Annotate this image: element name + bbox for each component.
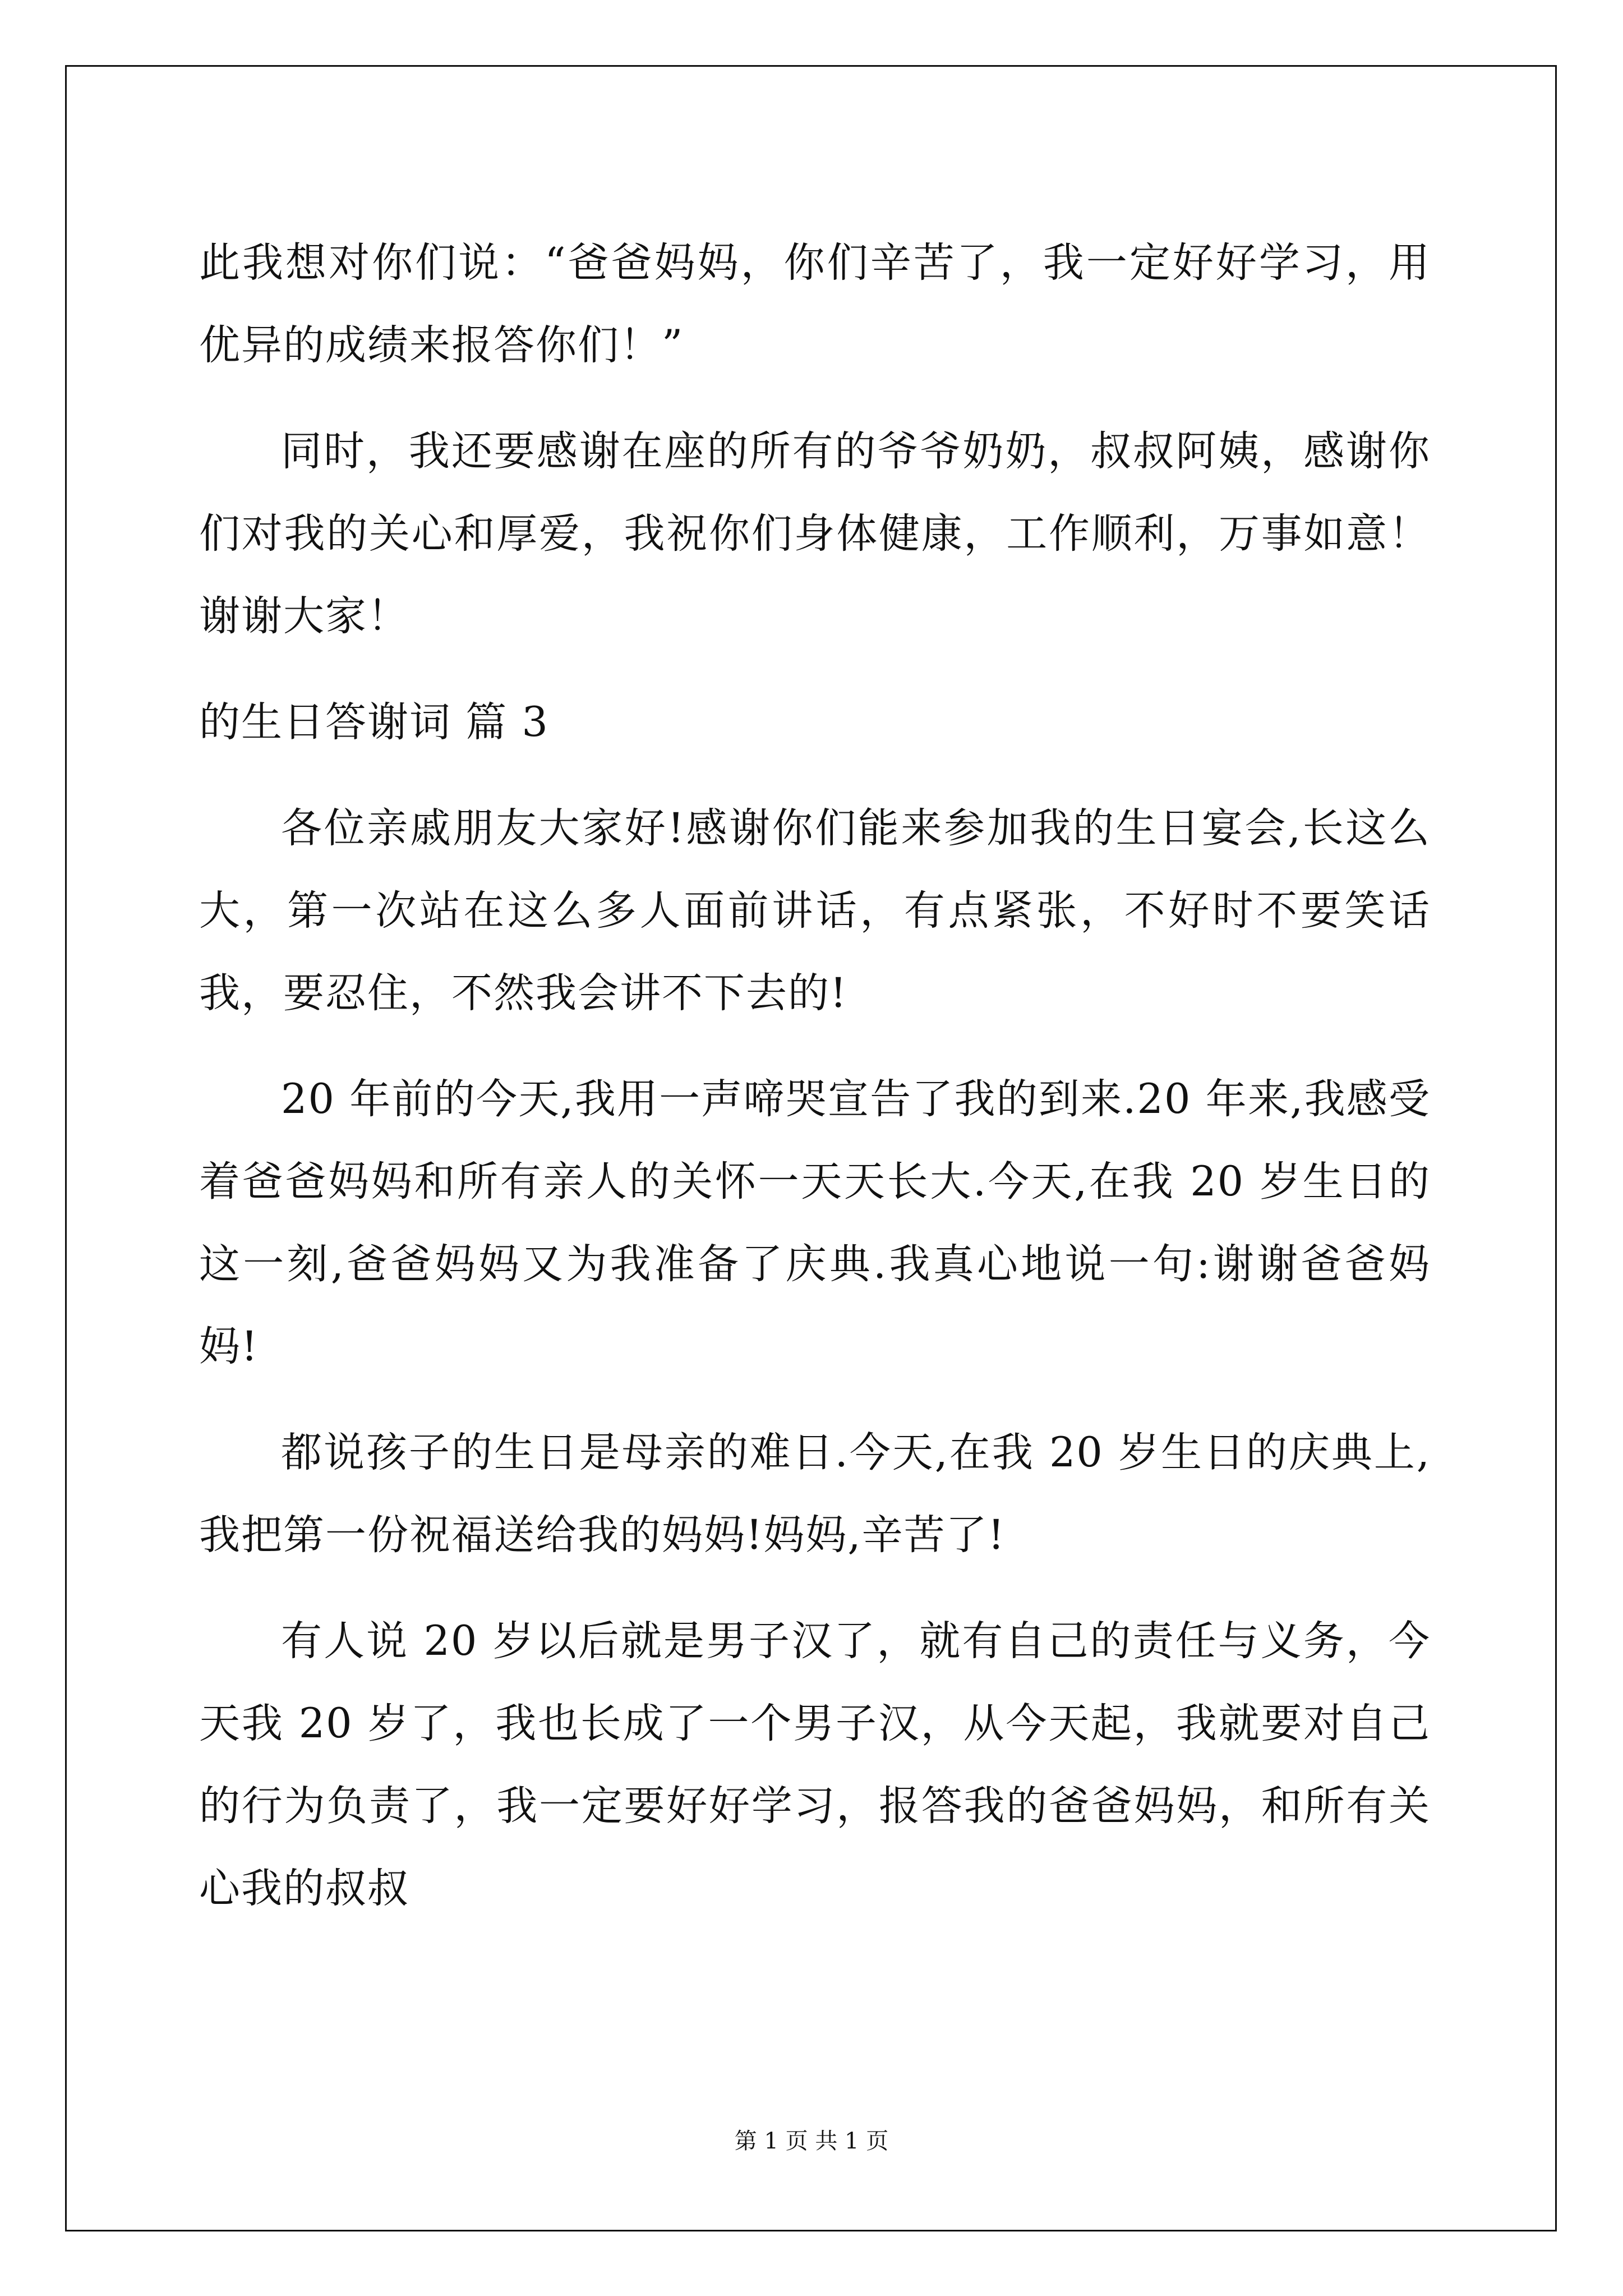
document-body (199, 222, 1431, 1953)
paragraph-5: 都说孩子的生日是母亲的难日.今天,在我 20 岁生日的庆典上,我把第一份祝福送给我的妈妈!妈妈,辛苦了! (199, 1429, 1431, 1559)
paragraph-4: 20 年前的今天,我用一声啼哭宣告了我的到来.20 年来,我感受着爸爸妈妈和所有亲人的关怀一天天长大.今天,在我 20 岁生日的这一刻,爸爸妈妈又为我准备了庆典.我真心地说一句:谢谢爸爸妈妈! (199, 1075, 1431, 1370)
page-number-footer: 第 1 页 共 1 页 (734, 2128, 889, 2154)
paragraph-3: 各位亲戚朋友大家好!感谢你们能来参加我的生日宴会,长这么大，第一次站在这么多人面前讲话，有点紧张，不好时不要笑话我，要忍住，不然我会讲不下去的! (199, 804, 1431, 1017)
paragraph-6: 有人说 20 岁以后就是男子汉了，就有自己的责任与义务，今天我 20 岁了，我也长成了一个男子汉，从今天起，我就要对自己的行为负责了，我一定要好好学习，报答我的爸爸妈妈，和所有关心我的叔叔 (199, 1617, 1431, 1912)
paragraph-1: 此我想对你们说：“爸爸妈妈，你们辛苦了，我一定好好学习，用优异的成绩来报答你们！” (199, 239, 1431, 369)
paragraph-2: 同时，我还要感谢在座的所有的爷爷奶奶，叔叔阿姨，感谢你们对我的关心和厚爱，我祝你们身体健康，工作顺利，万事如意！谢谢大家！ (199, 427, 1431, 640)
section-heading: 的生日答谢词 篇 3 (199, 698, 549, 746)
